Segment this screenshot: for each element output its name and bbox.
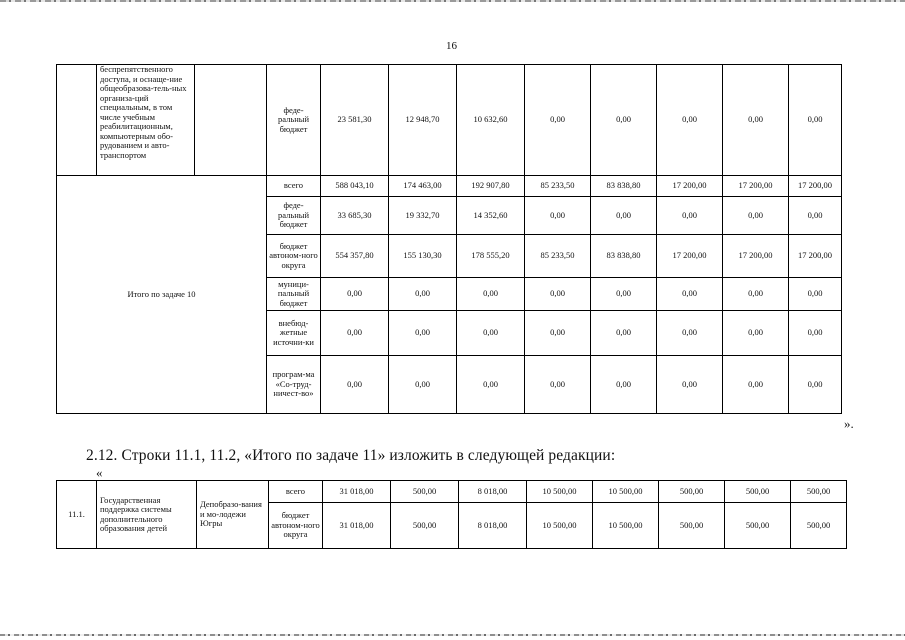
value-cell: 0,00 [525, 278, 591, 311]
value-cell: 500,00 [391, 481, 459, 503]
value-cell: 12 948,70 [389, 65, 457, 176]
value-cell: 0,00 [789, 65, 842, 176]
value-cell: 0,00 [789, 278, 842, 311]
value-cell: 17 200,00 [723, 176, 789, 197]
value-cell: 85 233,50 [525, 176, 591, 197]
value-cell: 17 200,00 [789, 176, 842, 197]
value-cell: 0,00 [789, 197, 842, 235]
value-cell: 500,00 [725, 481, 791, 503]
value-cell: 10 500,00 [527, 503, 593, 549]
value-cell: 0,00 [525, 65, 591, 176]
table-row [57, 176, 842, 197]
value-cell: 0,00 [321, 278, 389, 311]
funding-source: муници-пальный бюджет [267, 278, 321, 311]
value-cell: 8 018,00 [459, 481, 527, 503]
value-cell: 33 685,30 [321, 197, 389, 235]
value-cell: 0,00 [457, 311, 525, 356]
funding-source: бюджет автоном-ного округа [269, 503, 323, 549]
value-cell: 0,00 [525, 311, 591, 356]
value-cell: 17 200,00 [789, 235, 842, 278]
value-cell: 0,00 [657, 311, 723, 356]
value-cell: 17 200,00 [723, 235, 789, 278]
value-cell: 0,00 [591, 278, 657, 311]
funding-source: програм-ма «Со-труд-ничест-во» [267, 356, 321, 414]
value-cell: 0,00 [723, 311, 789, 356]
budget-table-task-11 [56, 480, 847, 549]
funding-source: феде-ральный бюджет [267, 65, 321, 176]
value-cell: 174 463,00 [389, 176, 457, 197]
value-cell: 0,00 [789, 356, 842, 414]
funding-source: внебюд-жетные источни-ки [267, 311, 321, 356]
executor: Депобразо-вания и мо-лодежи Югры [197, 481, 269, 549]
value-cell: 10 500,00 [593, 503, 659, 549]
scan-edge-top [0, 0, 905, 2]
value-cell: 0,00 [657, 197, 723, 235]
value-cell: 0,00 [657, 278, 723, 311]
table-row [57, 481, 847, 503]
row-number: 11.1. [57, 481, 97, 549]
value-cell: 17 200,00 [657, 235, 723, 278]
value-cell: 8 018,00 [459, 503, 527, 549]
value-cell: 10 632,60 [457, 65, 525, 176]
value-cell: 588 043,10 [321, 176, 389, 197]
value-cell: 0,00 [389, 356, 457, 414]
value-cell: 0,00 [321, 356, 389, 414]
value-cell: 0,00 [723, 65, 789, 176]
value-cell: 23 581,30 [321, 65, 389, 176]
scan-edge-bottom [0, 634, 905, 636]
value-cell: 500,00 [659, 503, 725, 549]
event-name: Государственная поддержка системы дополнительного образования детей [97, 481, 197, 549]
value-cell: 192 907,80 [457, 176, 525, 197]
table-cell [195, 65, 267, 176]
table-cell [57, 65, 97, 176]
value-cell: 178 555,20 [457, 235, 525, 278]
funding-source: бюджет автоном-ного округа [267, 235, 321, 278]
value-cell: 83 838,80 [591, 235, 657, 278]
value-cell: 19 332,70 [389, 197, 457, 235]
value-cell: 0,00 [457, 356, 525, 414]
value-cell: 85 233,50 [525, 235, 591, 278]
table-row [57, 65, 842, 176]
value-cell: 500,00 [791, 503, 847, 549]
value-cell: 500,00 [659, 481, 725, 503]
value-cell: 0,00 [525, 356, 591, 414]
value-cell: 0,00 [723, 356, 789, 414]
value-cell: 0,00 [525, 197, 591, 235]
closing-quote: ». [844, 416, 854, 431]
value-cell: 554 357,80 [321, 235, 389, 278]
value-cell: 0,00 [723, 278, 789, 311]
value-cell: 500,00 [391, 503, 459, 549]
budget-table-task-10 [56, 64, 842, 414]
funding-source: феде-ральный бюджет [267, 197, 321, 235]
value-cell: 0,00 [789, 311, 842, 356]
value-cell: 0,00 [457, 278, 525, 311]
page-number: 16 [446, 40, 457, 52]
value-cell: 500,00 [725, 503, 791, 549]
value-cell: 0,00 [657, 65, 723, 176]
value-cell: 0,00 [389, 278, 457, 311]
funding-source: всего [267, 176, 321, 197]
value-cell: 10 500,00 [593, 481, 659, 503]
value-cell: 0,00 [321, 311, 389, 356]
value-cell: 31 018,00 [323, 503, 391, 549]
total-label: Итого по задаче 10 [57, 176, 267, 414]
value-cell: 31 018,00 [323, 481, 391, 503]
value-cell: 0,00 [591, 311, 657, 356]
value-cell: 500,00 [791, 481, 847, 503]
opening-quote: « [96, 465, 103, 480]
value-cell: 10 500,00 [527, 481, 593, 503]
value-cell: 0,00 [657, 356, 723, 414]
value-cell: 0,00 [591, 356, 657, 414]
value-cell: 0,00 [591, 197, 657, 235]
value-cell: 0,00 [591, 65, 657, 176]
value-cell: 0,00 [389, 311, 457, 356]
section-heading: 2.12. Строки 11.1, 11.2, «Итого по задаче 11» изложить в следующей редакции: [86, 447, 616, 464]
event-description: беспрепятственного доступа, и оснаще-ние общеобразова-тель-ных организа-ций специальным, в том числе учебным реабилитационным, компьютерным обо-рудованием и авто-транспортом [97, 65, 195, 176]
value-cell: 83 838,80 [591, 176, 657, 197]
value-cell: 155 130,30 [389, 235, 457, 278]
value-cell: 0,00 [723, 197, 789, 235]
value-cell: 17 200,00 [657, 176, 723, 197]
value-cell: 14 352,60 [457, 197, 525, 235]
funding-source: всего [269, 481, 323, 503]
